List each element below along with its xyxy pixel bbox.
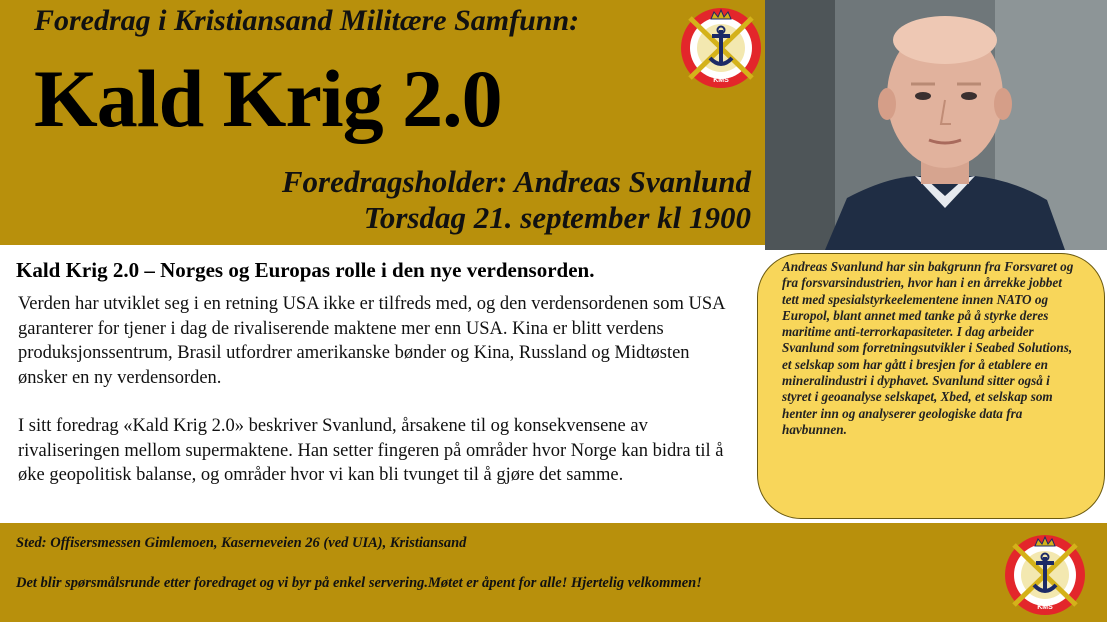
speaker-bio-box [757, 253, 1105, 519]
event-notice: Det blir spørsmålsrunde etter foredraget og vi byr på enkel servering.Møtet er åpent for alle! Hjertelig velkommen! [16, 575, 702, 591]
kms-emblem-icon [1002, 533, 1088, 622]
description-paragraph: I sitt foredrag «Kald Krig 2.0» beskriver Svanlund, årsakene til og konsekvensene av rivaliseringen mellom supermaktene. Han setter fingeren på områder hvor Norge kan bidra til å øke geopolitisk balanse, og områder hvor vi kan bli tvunget til å gjøre det samme. [18, 416, 724, 485]
emblem-label: KMS [1037, 604, 1053, 611]
event-subtitle: Foredrag i Kristiansand Militære Samfunn: [34, 4, 580, 37]
lecture-description [18, 292, 740, 512]
footer-banner [0, 521, 1107, 622]
lecture-headline: Kald Krig 2.0 – Norges og Europas rolle i den nye verdensorden. [16, 258, 595, 282]
speaker-bio-text: Andreas Svanlund har sin bakgrunn fra Forsvaret og fra forsvarsindustrien, hvor han i en årrekke jobbet tett med spesialstyrkeelementene innen NATO og Europol, blant annet med tanke på å styrke deres maritime anti-terrorkapasiteter. I dag arbeider Svanlund som forretningsutvikler i Seabed Solutions, et selskap som har gått i bresjen for å etablere en mineralindustri i dyphavet. Svanlund sitter også i styret i geoanalyse selskapet, Xbed, et selskap som henter inn og analyserer geologiske data fra havbunnen. [782, 259, 1074, 437]
kms-emblem-icon [678, 6, 764, 95]
description-paragraph: Verden har utviklet seg i en retning USA ikke er tilfreds med, og den verdensordenen som USA garanterer for tjener i dag de rivaliserende maktene mer enn USA. Kina er blitt verdens produksjonssentrum, Brasil utfordrer amerikanske bønder og Kina, Russland og Midtøsten ønsker en ny verdensorden. [18, 294, 725, 388]
venue-info: Sted: Offisersmessen Gimlemoen, Kaserneveien 26 (ved UIA), Kristiansand [16, 535, 467, 551]
event-title: Kald Krig 2.0 [34, 53, 502, 144]
speaker-portrait-icon [765, 0, 1107, 250]
header-banner [0, 0, 765, 245]
event-datetime: Torsdag 21. september kl 1900 [363, 200, 751, 235]
emblem-label: KMS [713, 77, 729, 84]
speaker-line: Foredragsholder: Andreas Svanlund [281, 164, 751, 199]
